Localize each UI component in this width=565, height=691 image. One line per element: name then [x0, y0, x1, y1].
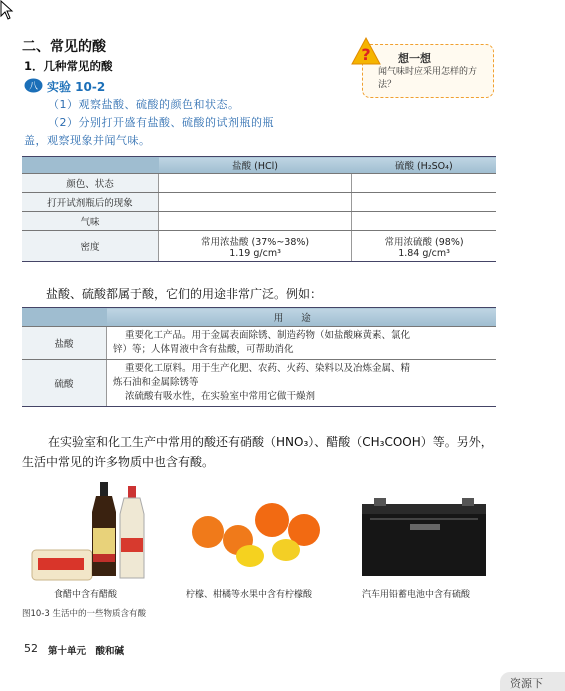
table-header-row	[22, 157, 496, 174]
density-h2so4-value: 1.84 g/cm³	[398, 247, 450, 259]
table-row-density	[22, 231, 496, 262]
think-title: 想一想	[398, 52, 431, 65]
mouse-cursor-icon	[0, 0, 14, 20]
row-label: 颜色、状态	[22, 174, 159, 193]
experiment-step-2: （2）分别打开盛有盐酸、硫酸的试剂瓶的瓶	[48, 116, 274, 129]
row-label: 打开试剂瓶后的现象	[22, 193, 159, 212]
density-h2so4-desc: 常用浓硫酸 (98%)	[384, 236, 464, 248]
table-row	[22, 174, 496, 193]
acid-properties-table	[22, 156, 496, 262]
photo-caption: 柠檬、柑橘等水果中含有柠檬酸	[186, 590, 313, 600]
uses-hcl	[107, 327, 497, 360]
density-hcl-value: 1.19 g/cm³	[229, 247, 281, 259]
question-mark-icon	[350, 36, 382, 68]
text-line: 浓硫酸有吸水性，在实验室中常用它做干燥剂	[125, 391, 316, 402]
svg-text:?: ?	[361, 45, 371, 64]
experiment-step-3: 盖，观察现象并闻气味。	[24, 134, 151, 147]
watermark-text: 资源下	[510, 677, 543, 690]
table-header-uses: 用途	[107, 308, 497, 327]
paragraph-uses-intro: 盐酸、硫酸都属于酸，它们的用途非常广泛。例如：	[46, 287, 323, 301]
row-label: 盐酸	[22, 327, 107, 360]
table-header-empty	[22, 157, 159, 174]
table-header-empty	[22, 308, 107, 327]
text-line: 炼石油和金属除锈等	[113, 377, 199, 388]
text-line: 重要化工产品。用于金属表面除锈、制造药物（如盐酸麻黄素、氯化	[125, 330, 411, 341]
uses-h2so4	[107, 360, 497, 407]
vinegar-photo	[30, 478, 170, 584]
table-cell	[352, 174, 496, 193]
experiment-badge-icon	[24, 78, 43, 93]
row-label: 硫酸	[22, 360, 107, 407]
text-line: 锌）等；人体胃液中含有盐酸，可帮助消化	[113, 344, 294, 355]
table-row	[22, 212, 496, 231]
watermark-corner	[500, 672, 565, 691]
paragraph-other-acids: 在实验室和化工生产中常用的酸还有硝酸（HNO₃）、醋酸（CH₃COOH）等。另外，生活中常见的许多物质中也含有酸。	[22, 435, 493, 469]
table-cell	[352, 193, 496, 212]
unit-title: 第十单元 酸和碱	[48, 646, 125, 657]
table-header-hcl: 盐酸 (HCl)	[159, 157, 352, 174]
table-row	[22, 193, 496, 212]
page-number: 52	[24, 642, 38, 655]
table-header-h2so4: 硫酸 (H₂SO₄)	[352, 157, 496, 174]
row-label: 密度	[22, 231, 159, 262]
table-cell	[352, 212, 496, 231]
battery-photo	[360, 498, 490, 578]
table-row	[22, 360, 496, 407]
table-row	[22, 327, 496, 360]
density-h2so4	[352, 231, 496, 262]
table-cell	[159, 193, 352, 212]
experiment-step-1: （1）观察盐酸、硫酸的颜色和状态。	[48, 98, 240, 111]
photo-caption: 汽车用铅蓄电池中含有硫酸	[362, 590, 471, 600]
table-header-row	[22, 308, 496, 327]
density-hcl	[159, 231, 352, 262]
density-hcl-desc: 常用浓盐酸 (37%~38%)	[200, 236, 310, 248]
table-cell	[159, 212, 352, 231]
fruit-photo	[186, 498, 336, 578]
table-cell	[159, 174, 352, 193]
acid-uses-table	[22, 307, 496, 407]
section-title: 二、常见的酸	[22, 39, 106, 55]
think-text: 闻气味时应采用怎样的方法？	[378, 67, 478, 90]
svg-text:八: 八	[28, 82, 39, 92]
row-label: 气味	[22, 212, 159, 231]
photo-caption: 食醋中含有醋酸	[54, 590, 118, 600]
subsection-title: 1．几种常见的酸	[24, 59, 113, 73]
figure-caption: 图10-3 生活中的一些物质含有酸	[22, 609, 146, 619]
experiment-title: 实验 10-2	[47, 80, 106, 94]
text-line: 重要化工原料。用于生产化肥、农药、火药、染料以及冶炼金属、精	[125, 363, 411, 374]
